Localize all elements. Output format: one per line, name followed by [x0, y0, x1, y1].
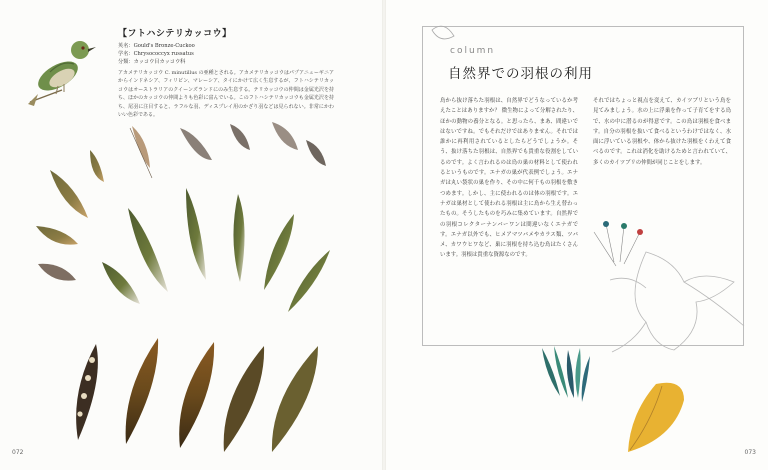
feather-mid-6	[128, 208, 168, 292]
species-description: アカメテリカッコウ C. minutillus の亜種とされる。アカメテリカッコウはパプアニューギニアからインドネシア、フィリピン、マレーシア、タイにかけて広く生息するが、フトハシテリカッコウはオーストラリアのクイーンズランドにのみ生息する。テリカッコウの仲間は金属光沢を持ち、ほかのカッコウの仲間よりも色彩に富んでいる。このフトハシテリカッコウも金属光沢を持ち、尾羽に注目すると、ラフルな羽、ディスプレイ用のかざり羽などは見られない。非常にかわいい色彩である。	[118, 70, 334, 119]
feather-small-2	[180, 128, 212, 160]
flight-feathers-row	[76, 338, 318, 452]
green-feathers-row	[36, 150, 330, 312]
teal-feathers-group	[542, 346, 590, 402]
feather-mid-9	[264, 214, 294, 290]
feather-large-2	[126, 338, 159, 444]
feather-mid-5	[102, 262, 140, 304]
yellow-feather	[628, 383, 684, 452]
feather-small-1	[132, 126, 150, 168]
feather-mid-10	[288, 250, 330, 312]
column-text-1: 鳥から抜け落ちた羽根は、自然界でどうなっているか考えたことはありますか？ 微生物によって分解されたり、ほかの動物の養分となる。と思ったら、まあ、間違いではないですね。でもそれだけではありません。それでは誰かに再利用されているとしたらどうでしょうか。そう、抜け落ちた羽根は、自然界でも貴重な役割をしているのです。よく言われるのは鳥の巣の材料として使われるというものです。エナガの巣が代表例でしょう。エナガは丸い袋状の巣を作り、その中に何千もの羽根を敷きつめます。しかし、主に使われるのは体の羽根です。エナガは巣材として使われる羽根は主に鳥から生え替わったもの。そうしたものを巧みに集めています。自然界での羽根コレクターナンバーワンは間違いなくエナガです。エナガ以外でも、ヒメアマツバメやカラス類、ツバメ、カワウヒワなど、巣に羽根を持ち込む鳥はたくさんいます。羽根は貴重な資源なのです。	[440, 98, 578, 259]
feather-large-4	[224, 346, 264, 452]
feather-large-5	[272, 346, 318, 452]
feather-mid-8	[233, 194, 244, 282]
pin-feathers	[594, 221, 643, 266]
meta-classification: 分類：カッコウ目カッコウ科	[118, 59, 186, 65]
right-page-illustrations	[384, 0, 768, 470]
bird-line-drawing	[610, 252, 744, 352]
feather-mid-1	[90, 150, 104, 182]
column-title: 自然界での羽根の利用	[448, 66, 593, 82]
feather-mid-2	[50, 170, 88, 218]
feather-large-3	[179, 342, 214, 448]
small-feathers-row	[130, 122, 326, 178]
page-number-right: 073	[744, 449, 756, 456]
feather-small-4	[272, 122, 298, 150]
feather-small-5	[306, 140, 326, 166]
page-number-left: 072	[12, 449, 24, 456]
column-text-2: それではちょっと視点を変えて、カイツブリという鳥を見てみましょう。水の上に浮巣を作って子育てをする鳥で、水の中に潜るのが得意です。この鳥は羽根を食べます。自分の羽根を抜いて食べるというわけではなく、水面に浮いている羽根や、体から抜けた羽根をくわえて食べるのです。これは消化を助けるためと言われていて、多くのカイツブリの仲間が同じことをします。	[593, 98, 731, 166]
feather-mid-4	[38, 264, 76, 281]
column-label: column	[450, 46, 496, 56]
feather-mid-7	[186, 188, 206, 280]
feather-mid-3	[36, 226, 78, 245]
feather-small-3	[230, 124, 250, 150]
meta-english-name: 英名：Gould's Bronze-Cuckoo	[118, 43, 195, 49]
quill-sketch-icon	[432, 26, 454, 39]
meta-scientific-name: 学名：Chrysococcyx russatus	[118, 51, 194, 57]
feather-large-1	[76, 344, 98, 440]
species-title: 【フトハシテリカッコウ】	[118, 29, 232, 39]
